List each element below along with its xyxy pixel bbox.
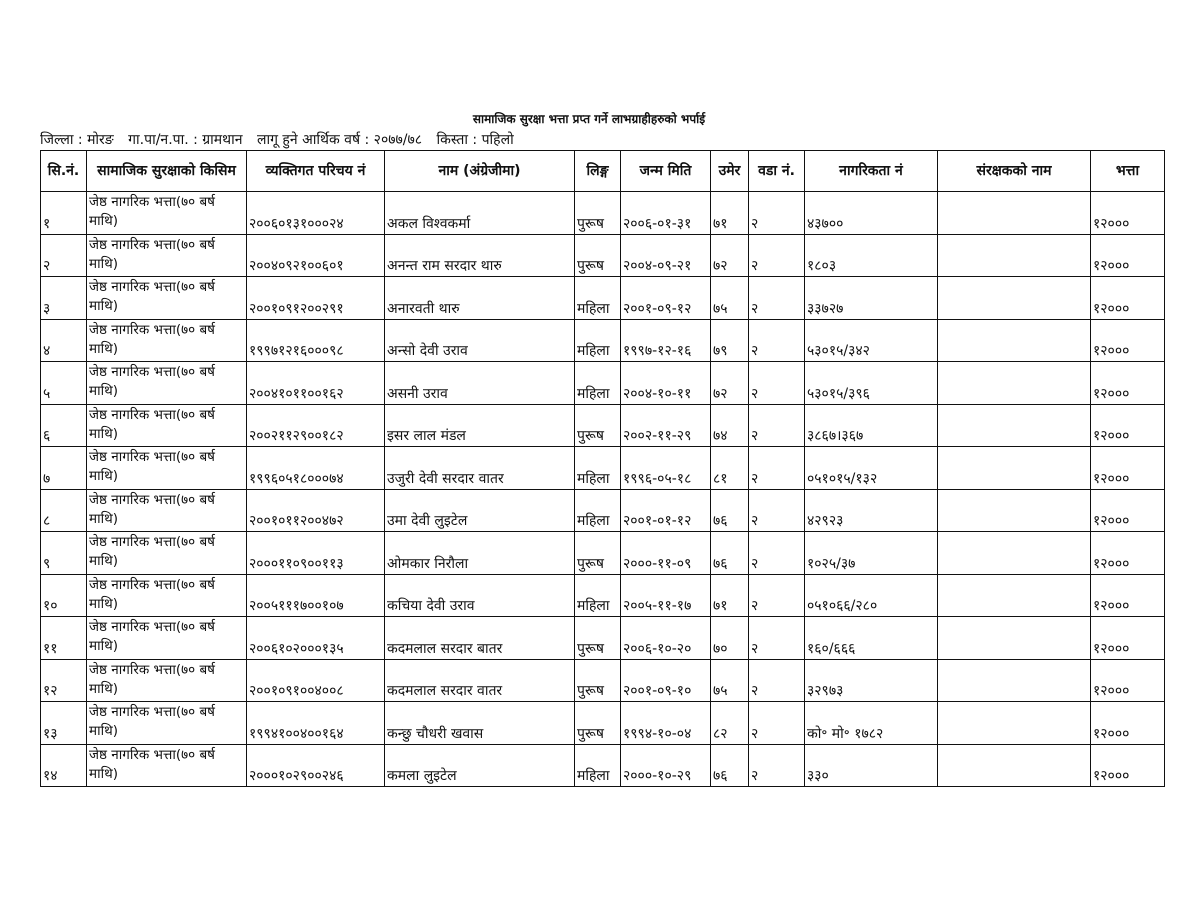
cell-name: कदमलाल सरदार बातर (385, 617, 575, 660)
cell-pid: १९९७१२१६०००९८ (247, 319, 385, 362)
cell-guardian (938, 617, 1091, 660)
cell-sn: १ (41, 192, 87, 235)
cell-dob: २००६-०१-३१ (621, 192, 711, 235)
cell-kind: जेष्ठ नागरिक भत्ता(७० बर्ष माथि) (87, 744, 247, 787)
cell-age: ७६ (711, 489, 749, 532)
cell-guardian (938, 362, 1091, 405)
col-header-sn: सि.नं. (41, 151, 87, 192)
cell-name: उमा देवी लुइटेल (385, 489, 575, 532)
cell-name: असनी उराव (385, 362, 575, 405)
cell-name: अनारवती थारु (385, 277, 575, 320)
cell-ward: २ (749, 744, 805, 787)
cell-dob: २००५-११-१७ (621, 574, 711, 617)
cell-age: ७१ (711, 574, 749, 617)
cell-sn: १० (41, 574, 87, 617)
meta-line (40, 130, 524, 149)
cell-citizenship: ३३० (805, 744, 938, 787)
cell-gender: पुरूष (575, 617, 621, 660)
table-row (41, 319, 1165, 362)
cell-dob: १९९४-१०-०४ (621, 702, 711, 745)
cell-gender: पुरूष (575, 404, 621, 447)
cell-ward: २ (749, 617, 805, 660)
cell-allowance: १२००० (1091, 574, 1165, 617)
cell-allowance: १२००० (1091, 404, 1165, 447)
cell-kind: जेष्ठ नागरिक भत्ता(७० बर्ष माथि) (87, 617, 247, 660)
cell-ward: २ (749, 659, 805, 702)
cell-sn: २ (41, 234, 87, 277)
cell-ward: २ (749, 362, 805, 405)
cell-dob: १९९६-०५-१८ (621, 447, 711, 490)
col-header-guardian: संरक्षकको नाम (938, 151, 1091, 192)
cell-ward: २ (749, 192, 805, 235)
cell-gender: महिला (575, 362, 621, 405)
cell-sn: १४ (41, 744, 87, 787)
col-header-dob: जन्म मिति (621, 151, 711, 192)
cell-ward: २ (749, 702, 805, 745)
cell-pid: २००१०९१००४००८ (247, 659, 385, 702)
cell-allowance: १२००० (1091, 489, 1165, 532)
col-header-allowance: भत्ता (1091, 151, 1165, 192)
cell-age: ७९ (711, 319, 749, 362)
cell-citizenship: ४३७०० (805, 192, 938, 235)
cell-dob: २०००-११-०९ (621, 532, 711, 575)
cell-citizenship: ५३०१५/३४२ (805, 319, 938, 362)
cell-gender: महिला (575, 277, 621, 320)
cell-kind: जेष्ठ नागरिक भत्ता(७० बर्ष माथि) (87, 574, 247, 617)
table-row (41, 532, 1165, 575)
cell-guardian (938, 574, 1091, 617)
cell-pid: २००२११२९००१८२ (247, 404, 385, 447)
cell-name: ओमकार निरौला (385, 532, 575, 575)
cell-allowance: १२००० (1091, 319, 1165, 362)
cell-pid: २००६०१३१०००२४ (247, 192, 385, 235)
table-header-row (41, 151, 1165, 192)
cell-gender: महिला (575, 489, 621, 532)
cell-pid: २००४०९२१००६०१ (247, 234, 385, 277)
table-row (41, 489, 1165, 532)
cell-age: ७२ (711, 234, 749, 277)
table-body (41, 192, 1165, 787)
cell-name: अनन्त राम सरदार थारु (385, 234, 575, 277)
cell-guardian (938, 234, 1091, 277)
cell-guardian (938, 744, 1091, 787)
cell-guardian (938, 277, 1091, 320)
col-header-kind: सामाजिक सुरक्षाको किसिम (87, 151, 247, 192)
cell-sn: ७ (41, 447, 87, 490)
cell-guardian (938, 489, 1091, 532)
cell-kind: जेष्ठ नागरिक भत्ता(७० बर्ष माथि) (87, 447, 247, 490)
col-header-gender: लिङ्ग (575, 151, 621, 192)
cell-name: कदमलाल सरदार वातर (385, 659, 575, 702)
cell-age: ७६ (711, 744, 749, 787)
cell-allowance: १२००० (1091, 744, 1165, 787)
cell-ward: २ (749, 404, 805, 447)
col-header-ward: वडा नं. (749, 151, 805, 192)
col-header-citizenship: नागरिकता नं (805, 151, 938, 192)
cell-gender: महिला (575, 447, 621, 490)
cell-ward: २ (749, 277, 805, 320)
cell-dob: १९९७-१२-१६ (621, 319, 711, 362)
cell-kind: जेष्ठ नागरिक भत्ता(७० बर्ष माथि) (87, 489, 247, 532)
cell-allowance: १२००० (1091, 447, 1165, 490)
cell-gender: महिला (575, 744, 621, 787)
cell-dob: २००२-११-२९ (621, 404, 711, 447)
cell-sn: ५ (41, 362, 87, 405)
municipality-label: गा.पा/न.पा. : ग्रामथान (128, 132, 243, 148)
cell-allowance: १२००० (1091, 659, 1165, 702)
cell-dob: २०००-१०-२९ (621, 744, 711, 787)
cell-kind: जेष्ठ नागरिक भत्ता(७० बर्ष माथि) (87, 532, 247, 575)
cell-dob: २००१-०९-१२ (621, 277, 711, 320)
cell-sn: १३ (41, 702, 87, 745)
cell-gender: महिला (575, 319, 621, 362)
cell-allowance: १२००० (1091, 277, 1165, 320)
cell-name: कचिया देवी उराव (385, 574, 575, 617)
cell-allowance: १२००० (1091, 617, 1165, 660)
cell-citizenship: १८०३ (805, 234, 938, 277)
cell-pid: २००५१११७००१०७ (247, 574, 385, 617)
cell-dob: २००४-०९-२१ (621, 234, 711, 277)
cell-sn: ६ (41, 404, 87, 447)
cell-citizenship: ३८६७।३६७ (805, 404, 938, 447)
cell-guardian (938, 404, 1091, 447)
cell-dob: २००१-०१-१२ (621, 489, 711, 532)
cell-gender: पुरूष (575, 532, 621, 575)
cell-citizenship: ४२९२३ (805, 489, 938, 532)
cell-allowance: १२००० (1091, 702, 1165, 745)
cell-kind: जेष्ठ नागरिक भत्ता(७० बर्ष माथि) (87, 362, 247, 405)
cell-allowance: १२००० (1091, 234, 1165, 277)
cell-gender: पुरूष (575, 659, 621, 702)
cell-name: उजुरी देवी सरदार वातर (385, 447, 575, 490)
cell-ward: २ (749, 447, 805, 490)
cell-kind: जेष्ठ नागरिक भत्ता(७० बर्ष माथि) (87, 319, 247, 362)
cell-name: अकल विश्वकर्मा (385, 192, 575, 235)
cell-age: ८२ (711, 702, 749, 745)
cell-dob: २००४-१०-११ (621, 362, 711, 405)
cell-citizenship: ३२९७३ (805, 659, 938, 702)
col-header-name: नाम (अंग्रेजीमा) (385, 151, 575, 192)
cell-citizenship: ०५१०६६/२८० (805, 574, 938, 617)
district-label: जिल्ला : मोरङ (40, 132, 114, 148)
cell-sn: ४ (41, 319, 87, 362)
cell-sn: ११ (41, 617, 87, 660)
cell-guardian (938, 192, 1091, 235)
cell-guardian (938, 319, 1091, 362)
cell-pid: १९९४१००४००१६४ (247, 702, 385, 745)
document-title: सामाजिक सुरक्षा भत्ता प्रप्त गर्ने लाभग्राहीहरुको भर्पाई (472, 112, 706, 126)
table-row (41, 659, 1165, 702)
cell-pid: २००४१०११००१६२ (247, 362, 385, 405)
cell-ward: २ (749, 234, 805, 277)
cell-name: अन्सो देवी उराव (385, 319, 575, 362)
cell-kind: जेष्ठ नागरिक भत्ता(७० बर्ष माथि) (87, 277, 247, 320)
cell-age: ७५ (711, 659, 749, 702)
cell-kind: जेष्ठ नागरिक भत्ता(७० बर्ष माथि) (87, 192, 247, 235)
cell-citizenship: १०२५/३७ (805, 532, 938, 575)
cell-gender: पुरूष (575, 234, 621, 277)
table-row (41, 617, 1165, 660)
table-row (41, 192, 1165, 235)
beneficiary-table (40, 150, 1165, 787)
cell-age: ७५ (711, 277, 749, 320)
cell-sn: १२ (41, 659, 87, 702)
col-header-pid: व्यक्तिगत परिचय नं (247, 151, 385, 192)
cell-gender: महिला (575, 574, 621, 617)
cell-guardian (938, 659, 1091, 702)
cell-gender: पुरूष (575, 702, 621, 745)
cell-age: ७१ (711, 192, 749, 235)
cell-dob: २००६-१०-२० (621, 617, 711, 660)
cell-name: इसर लाल मंडल (385, 404, 575, 447)
table-row (41, 574, 1165, 617)
cell-ward: २ (749, 319, 805, 362)
cell-sn: ३ (41, 277, 87, 320)
installment-label: किस्ता : पहिलो (436, 132, 514, 148)
cell-kind: जेष्ठ नागरिक भत्ता(७० बर्ष माथि) (87, 234, 247, 277)
cell-dob: २००१-०९-१० (621, 659, 711, 702)
cell-citizenship: १६०/६६६ (805, 617, 938, 660)
cell-sn: ८ (41, 489, 87, 532)
table-row (41, 447, 1165, 490)
cell-pid: २०००१०२९००२४६ (247, 744, 385, 787)
cell-age: ७२ (711, 362, 749, 405)
cell-name: कमला लुइटेल (385, 744, 575, 787)
cell-ward: २ (749, 574, 805, 617)
table-row (41, 362, 1165, 405)
cell-allowance: १२००० (1091, 362, 1165, 405)
table-row (41, 404, 1165, 447)
cell-kind: जेष्ठ नागरिक भत्ता(७० बर्ष माथि) (87, 702, 247, 745)
cell-allowance: १२००० (1091, 192, 1165, 235)
fiscal-year-label: लागू हुने आर्थिक वर्ष : २०७७/७८ (256, 132, 423, 148)
cell-sn: ९ (41, 532, 87, 575)
cell-age: ७० (711, 617, 749, 660)
table-row (41, 277, 1165, 320)
table-row (41, 744, 1165, 787)
cell-gender: पुरूष (575, 192, 621, 235)
cell-allowance: १२००० (1091, 532, 1165, 575)
cell-pid: २००१०११२००४७२ (247, 489, 385, 532)
cell-kind: जेष्ठ नागरिक भत्ता(७० बर्ष माथि) (87, 659, 247, 702)
cell-age: ७६ (711, 532, 749, 575)
table-row (41, 234, 1165, 277)
cell-pid: २००६१०२०००१३५ (247, 617, 385, 660)
cell-guardian (938, 447, 1091, 490)
col-header-age: उमेर (711, 151, 749, 192)
cell-age: ७४ (711, 404, 749, 447)
cell-citizenship: ३३७२७ (805, 277, 938, 320)
cell-ward: २ (749, 489, 805, 532)
cell-pid: १९९६०५१८०००७४ (247, 447, 385, 490)
cell-kind: जेष्ठ नागरिक भत्ता(७० बर्ष माथि) (87, 404, 247, 447)
cell-name: कन्छु चौधरी खवास (385, 702, 575, 745)
cell-age: ८१ (711, 447, 749, 490)
cell-citizenship: ०५१०१५/१३२ (805, 447, 938, 490)
cell-pid: २००१०९१२००२९१ (247, 277, 385, 320)
cell-ward: २ (749, 532, 805, 575)
table-row (41, 702, 1165, 745)
cell-guardian (938, 702, 1091, 745)
cell-citizenship: ५३०१५/३९६ (805, 362, 938, 405)
cell-citizenship: को॰ मो॰ १७८२ (805, 702, 938, 745)
cell-pid: २०००११०९००११३ (247, 532, 385, 575)
cell-guardian (938, 532, 1091, 575)
